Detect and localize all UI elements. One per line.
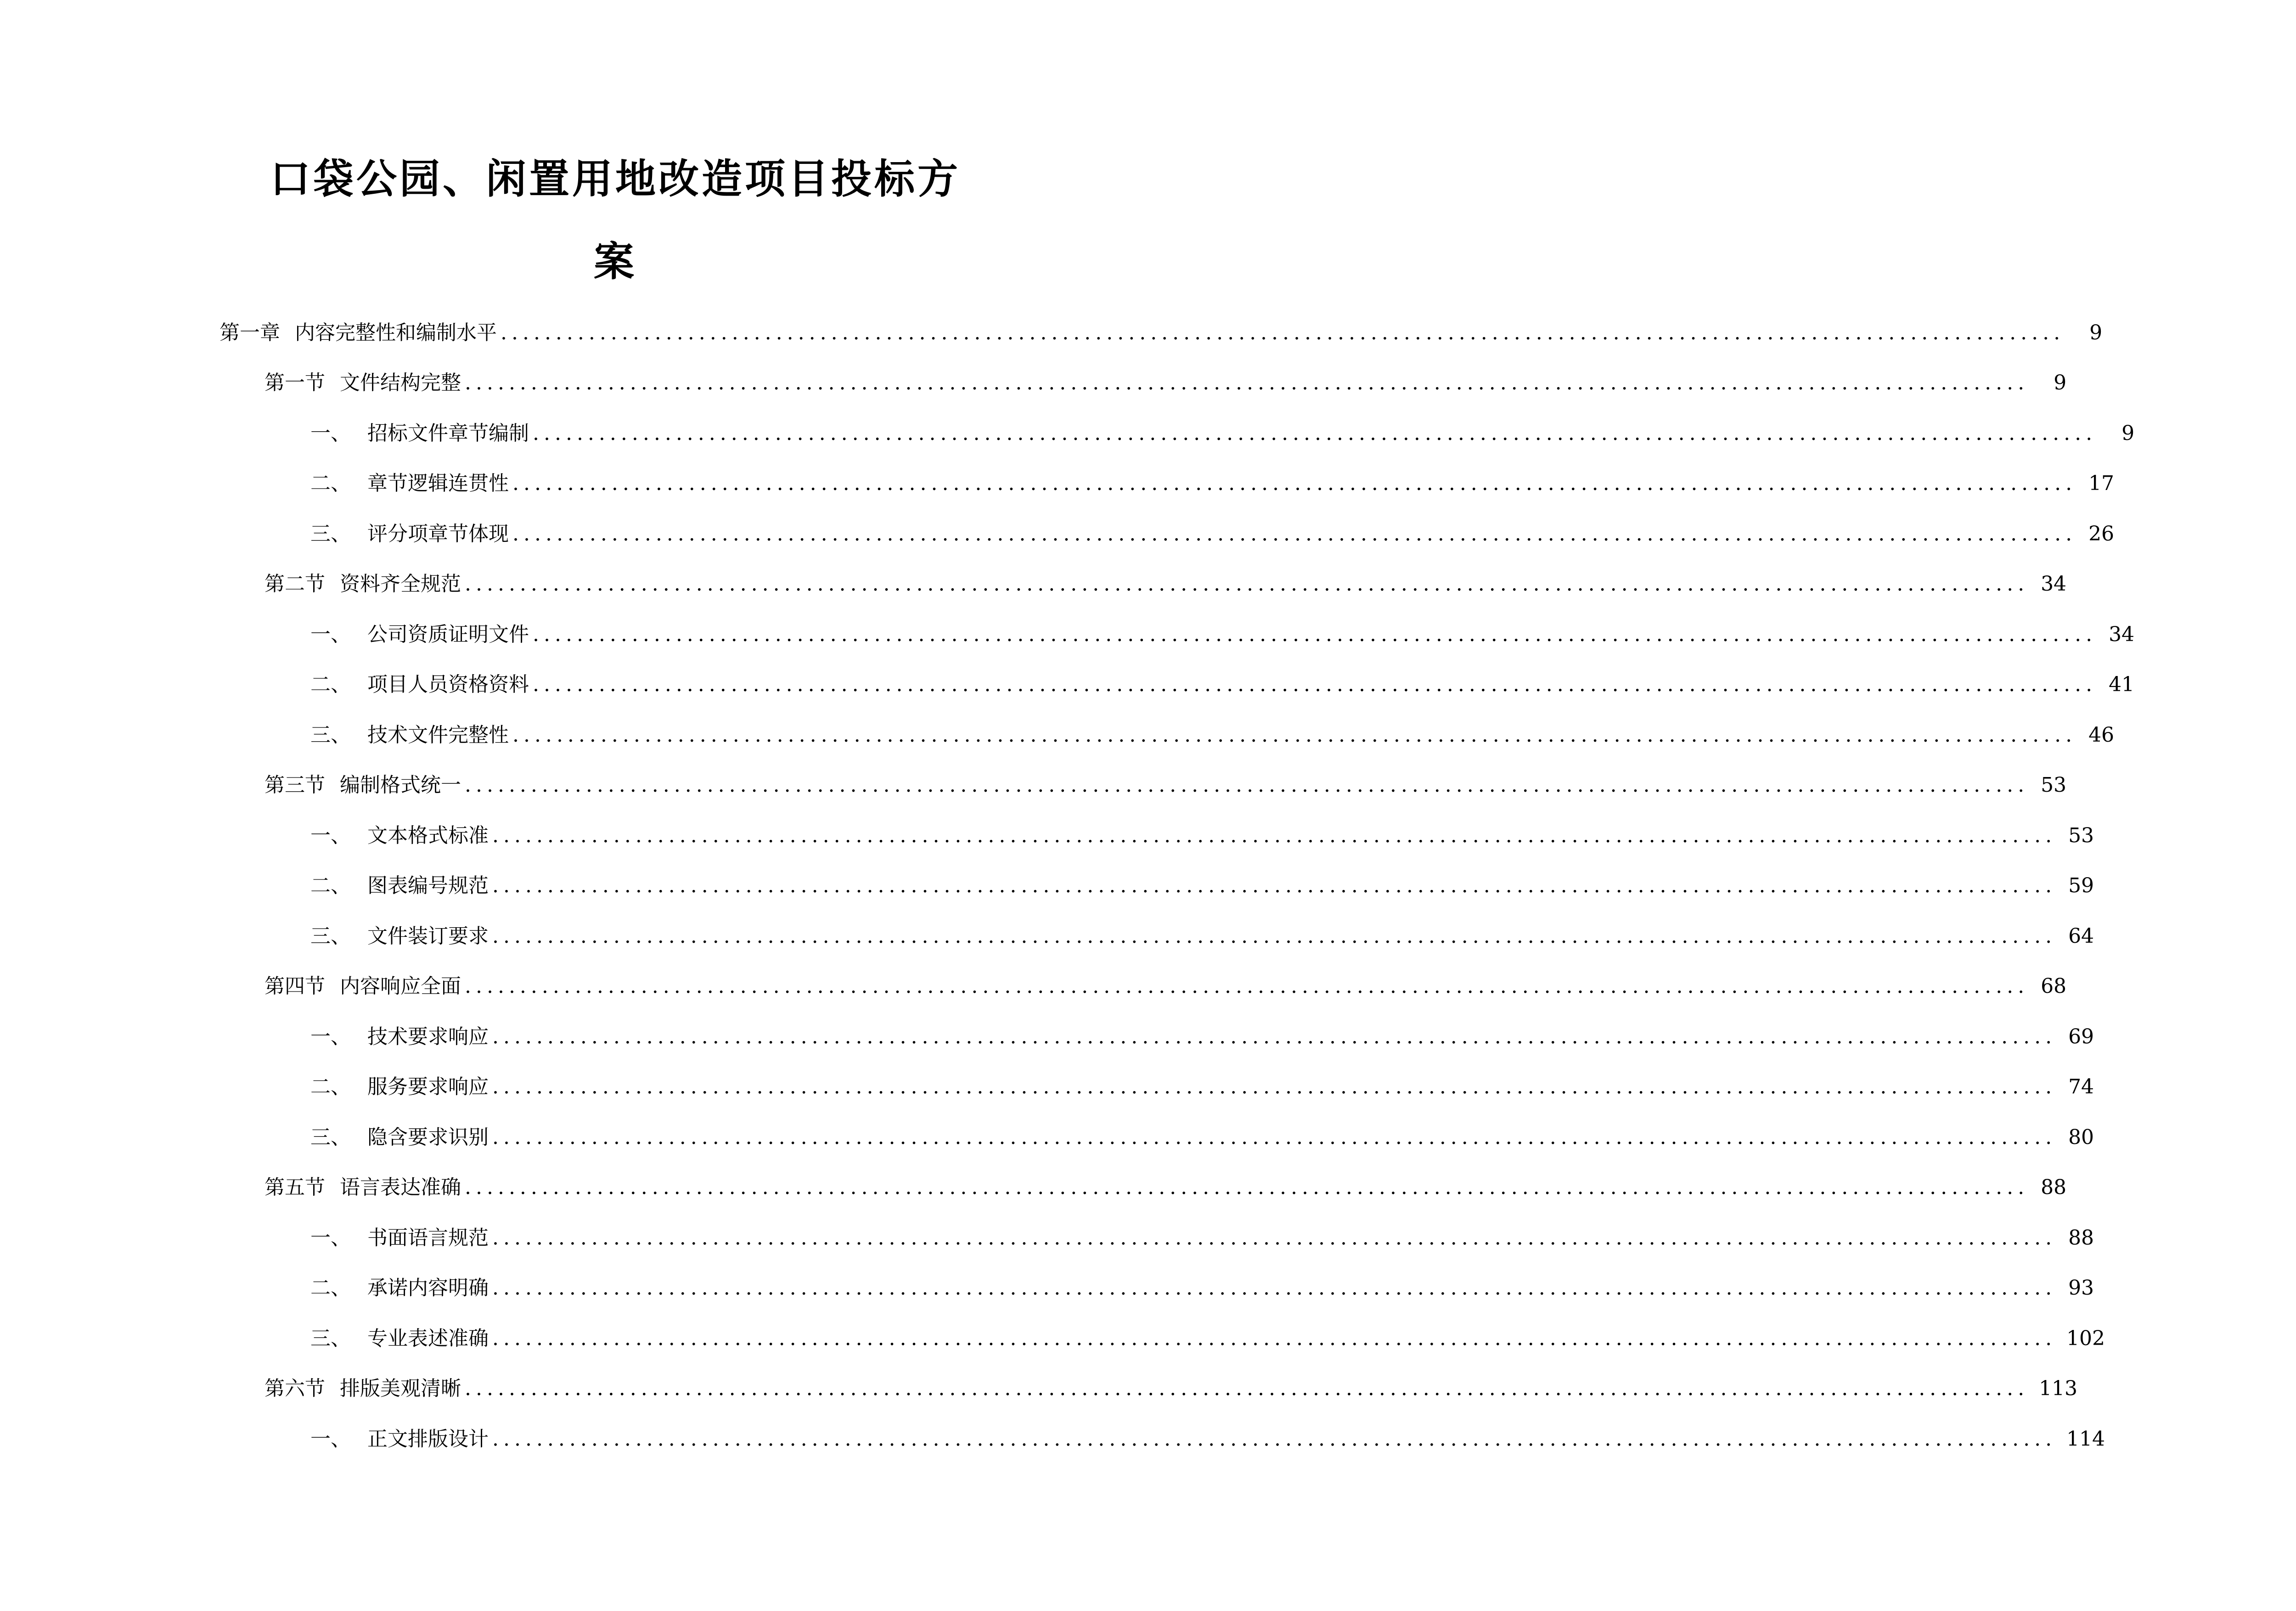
toc-dot-leader: ..............................................................................................................................................	[533, 421, 2097, 445]
toc-entry-title	[310, 1075, 489, 1099]
toc-page-number: 64	[2068, 924, 2094, 948]
toc-entry-number: 第五节	[264, 1176, 325, 1200]
toc-entry-number: 第三节	[264, 773, 325, 797]
toc-entry-number: 一、	[310, 1427, 351, 1451]
toc-entry-label: 文件装订要求	[367, 924, 489, 948]
toc-entry-number: 二、	[310, 673, 351, 697]
toc-entry-number: 三、	[310, 1326, 351, 1350]
toc-entry-level-3[interactable]	[0, 1213, 2094, 1263]
toc-dot-leader: ..............................................................................................................................................	[492, 1075, 2057, 1099]
toc-entry-title	[310, 421, 529, 446]
toc-page-number: 26	[2088, 522, 2115, 546]
toc-entry-title	[264, 974, 461, 999]
toc-entry-title	[310, 1326, 489, 1351]
toc-page-number: 74	[2068, 1075, 2094, 1099]
toc-page-number: 9	[2122, 421, 2135, 445]
toc-entry-number: 二、	[310, 874, 351, 898]
toc-entry-title	[310, 1025, 489, 1049]
toc-dot-leader: ..............................................................................................................................................	[465, 773, 2029, 797]
toc-page-number: 113	[2039, 1377, 2078, 1401]
toc-page-number: 46	[2088, 723, 2115, 747]
toc-entry-title	[310, 672, 529, 697]
toc-entry-title	[310, 823, 489, 848]
toc-dot-leader: ..............................................................................................................................................	[492, 1226, 2057, 1250]
toc-dot-leader: ..............................................................................................................................................	[465, 1377, 2029, 1401]
toc-entry-number: 一、	[310, 622, 351, 646]
toc-entry-number: 一、	[310, 823, 351, 847]
toc-dot-leader: ..............................................................................................................................................	[533, 622, 2097, 646]
toc-entry-label: 服务要求响应	[367, 1075, 489, 1099]
toc-entry-title	[310, 723, 509, 748]
toc-entry-level-3[interactable]	[0, 1112, 2094, 1163]
toc-entry-number: 三、	[310, 723, 351, 747]
toc-entry-label: 承诺内容明确	[367, 1276, 489, 1300]
toc-entry-title	[219, 321, 497, 345]
toc-dot-leader: ..............................................................................................................................................	[533, 673, 2097, 697]
toc-entry-number: 一、	[310, 1025, 351, 1048]
toc-page-number: 93	[2068, 1276, 2094, 1300]
toc-entry-label: 文件结构完整	[340, 371, 461, 395]
toc-entry-label: 章节逻辑连贯性	[367, 472, 509, 496]
toc-entry-level-2[interactable]	[0, 358, 2067, 409]
toc-entry-label: 项目人员资格资料	[367, 673, 529, 697]
toc-page-number: 34	[2041, 572, 2067, 596]
toc-dot-leader: ..............................................................................................................................................	[492, 924, 2057, 948]
toc-entry-level-3[interactable]	[0, 609, 2135, 660]
toc-entry-label: 资料齐全规范	[340, 572, 461, 596]
toc-page-number: 9	[2054, 371, 2067, 395]
toc-entry-title	[264, 371, 461, 395]
toc-page-number: 17	[2088, 472, 2115, 496]
toc-entry-label: 技术要求响应	[367, 1025, 489, 1048]
toc-dot-leader: ..............................................................................................................................................	[465, 371, 2029, 395]
toc-entry-label: 专业表述准确	[367, 1326, 489, 1350]
toc-entry-level-3[interactable]	[0, 459, 2115, 509]
document-title: 口袋公园、闲置用地改造项目投标方案	[270, 155, 961, 285]
toc-entry-level-3[interactable]	[0, 1313, 2105, 1364]
toc-dot-leader: ..............................................................................................................................................	[492, 1025, 2057, 1048]
table-of-contents	[0, 308, 2135, 1465]
toc-dot-leader: ..............................................................................................................................................	[492, 1326, 2057, 1350]
toc-entry-title	[310, 1427, 489, 1452]
toc-entry-label: 内容完整性和编制水平	[295, 321, 497, 344]
toc-entry-number: 第六节	[264, 1377, 325, 1401]
toc-dot-leader: ..............................................................................................................................................	[492, 1276, 2057, 1300]
toc-page-number: 9	[2089, 321, 2103, 344]
toc-entry-label: 隐含要求识别	[367, 1125, 489, 1149]
toc-dot-leader: ..............................................................................................................................................	[512, 723, 2077, 747]
toc-page-number: 53	[2041, 773, 2067, 797]
toc-entry-number: 三、	[310, 522, 351, 546]
toc-page-number: 88	[2041, 1176, 2067, 1200]
toc-entry-title	[310, 1276, 489, 1301]
toc-entry-label: 语言表达准确	[340, 1176, 461, 1200]
toc-entry-level-3[interactable]	[0, 1263, 2094, 1314]
toc-entry-number: 二、	[310, 1276, 351, 1300]
toc-entry-number: 二、	[310, 1075, 351, 1099]
toc-entry-label: 编制格式统一	[340, 773, 461, 797]
toc-entry-level-3[interactable]	[0, 1414, 2105, 1465]
toc-entry-level-3[interactable]	[0, 911, 2094, 962]
toc-entry-number: 第二节	[264, 572, 325, 596]
toc-page-number: 34	[2109, 622, 2135, 646]
toc-entry-level-3[interactable]	[0, 1012, 2094, 1062]
toc-entry-title	[264, 572, 461, 597]
toc-dot-leader: ..............................................................................................................................................	[492, 874, 2057, 898]
toc-entry-label: 文本格式标准	[367, 823, 489, 847]
toc-page-number: 80	[2068, 1125, 2094, 1149]
toc-entry-title	[310, 622, 529, 647]
toc-entry-title	[310, 873, 489, 898]
toc-entry-title	[310, 1226, 489, 1250]
toc-dot-leader: ..............................................................................................................................................	[512, 522, 2077, 546]
toc-entry-title	[264, 1376, 461, 1401]
toc-entry-title	[310, 1125, 489, 1150]
toc-page-number: 114	[2066, 1427, 2105, 1451]
toc-entry-label: 技术文件完整性	[367, 723, 509, 747]
toc-entry-label: 公司资质证明文件	[367, 622, 529, 646]
toc-entry-label: 内容响应全面	[340, 974, 461, 998]
toc-entry-level-3[interactable]	[0, 1062, 2094, 1113]
toc-dot-leader: ..............................................................................................................................................	[465, 572, 2029, 596]
toc-entry-number: 一、	[310, 421, 351, 445]
toc-page-number: 102	[2066, 1326, 2105, 1350]
toc-page-number: 41	[2109, 673, 2135, 697]
toc-entry-level-2[interactable]	[0, 760, 2067, 811]
toc-entry-number: 二、	[310, 472, 351, 496]
toc-dot-leader: ..............................................................................................................................................	[465, 1176, 2029, 1200]
toc-entry-level-3[interactable]	[0, 811, 2094, 861]
toc-entry-number: 第一章	[219, 321, 280, 344]
toc-page-number: 88	[2068, 1226, 2094, 1250]
toc-entry-level-3[interactable]	[0, 861, 2094, 912]
toc-page-number: 53	[2068, 823, 2094, 847]
toc-dot-leader: ..............................................................................................................................................	[492, 823, 2057, 847]
toc-entry-level-3[interactable]	[0, 710, 2115, 760]
toc-entry-label: 书面语言规范	[367, 1226, 489, 1250]
toc-entry-title	[310, 522, 509, 546]
toc-entry-level-1[interactable]	[0, 308, 2103, 358]
toc-entry-title	[264, 1175, 461, 1200]
toc-entry-number: 三、	[310, 924, 351, 948]
toc-entry-title	[310, 471, 509, 496]
toc-dot-leader: ..............................................................................................................................................	[492, 1125, 2057, 1149]
toc-dot-leader: ..............................................................................................................................................	[501, 321, 2065, 344]
toc-dot-leader: ..............................................................................................................................................	[512, 472, 2077, 496]
toc-entry-number: 第一节	[264, 371, 325, 395]
toc-entry-level-3[interactable]	[0, 408, 2135, 459]
toc-page-number: 69	[2068, 1025, 2094, 1048]
toc-entry-label: 图表编号规范	[367, 874, 489, 898]
toc-entry-level-2[interactable]	[0, 962, 2067, 1012]
toc-entry-level-2[interactable]	[0, 1364, 2078, 1414]
toc-entry-number: 一、	[310, 1226, 351, 1250]
toc-entry-level-3[interactable]	[0, 660, 2135, 710]
toc-entry-label: 排版美观清晰	[340, 1377, 461, 1401]
toc-entry-level-2[interactable]	[0, 1163, 2067, 1213]
toc-entry-label: 招标文件章节编制	[367, 421, 529, 445]
toc-entry-level-3[interactable]	[0, 509, 2115, 559]
toc-dot-leader: ..............................................................................................................................................	[492, 1427, 2057, 1451]
toc-dot-leader: ..............................................................................................................................................	[465, 974, 2029, 998]
toc-entry-label: 正文排版设计	[367, 1427, 489, 1451]
toc-entry-number: 三、	[310, 1125, 351, 1149]
toc-page-number: 59	[2068, 874, 2094, 898]
toc-entry-level-2[interactable]	[0, 559, 2067, 610]
toc-entry-number: 第四节	[264, 974, 325, 998]
toc-page-number: 68	[2041, 974, 2067, 998]
toc-entry-title	[310, 924, 489, 949]
toc-entry-label: 评分项章节体现	[367, 522, 509, 546]
toc-entry-title	[264, 773, 461, 798]
